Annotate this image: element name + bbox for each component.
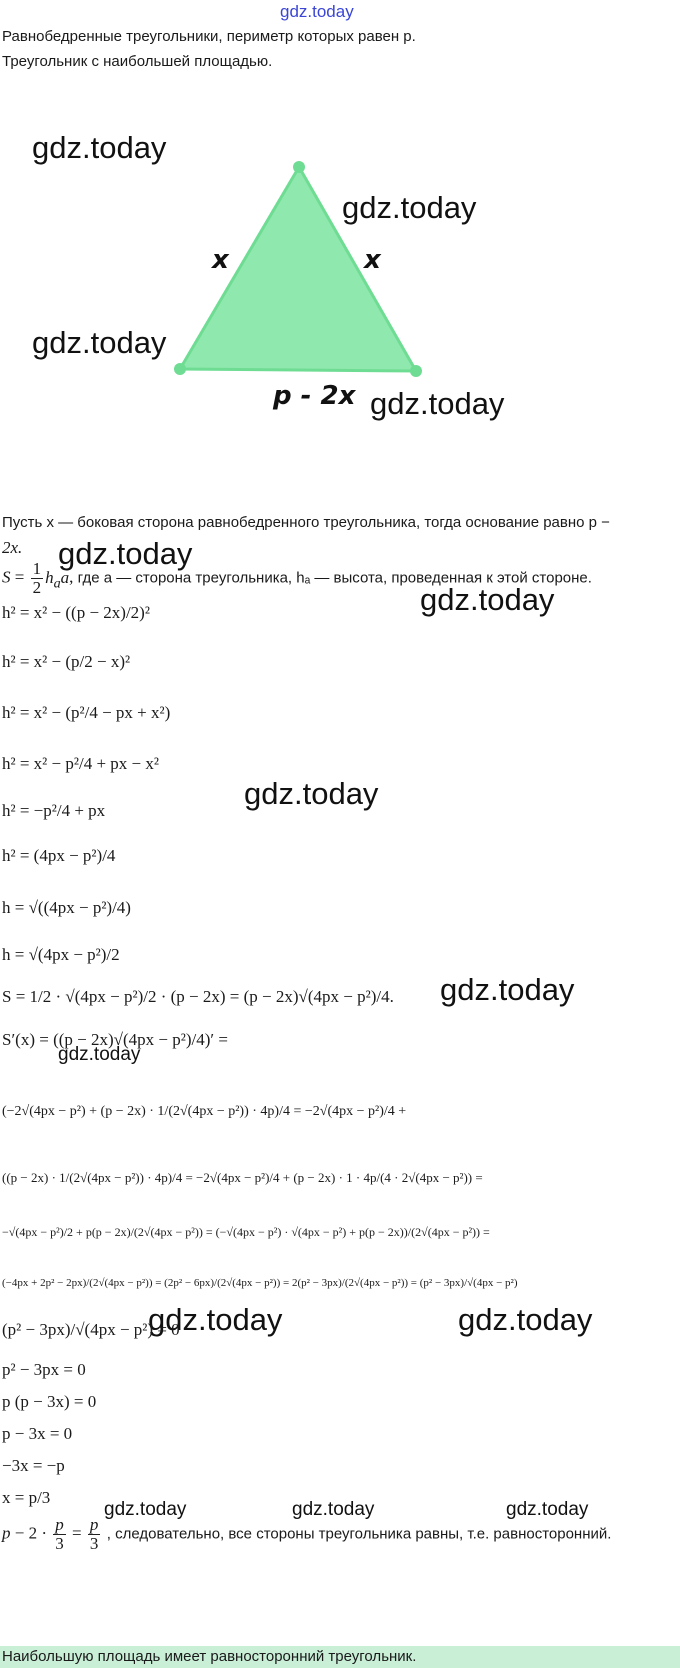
eq-19: −3x = −p [2,1456,65,1475]
eq-9: S = 1/2 · √(4px − p²)/2 · (p − 2x) = (p − 2x)√(4px − p²)/4. [2,987,394,1006]
eq-14: (−4px + 2p² − 2px)/(2√(4px − p²)) = (2p² − 6px)/(2√(4px − p²)) = 2(p² − 3px)/(2√(4px − p²)) = (p² − 3px)/√(4px − p²) [2,1277,518,1289]
eq-4: h² = x² − p²/4 + px − x² [2,754,159,773]
eq-13: −√(4px − p²)/2 + p(p − 2x)/(2√(4px − p²)) = (−√(4px − p²) · √(4px − p²) + p(p − 2x))/(2√(4px − p²)) = [2,1225,490,1239]
eq-5: h² = −p²/4 + px [2,801,106,820]
final-text: , следовательно, все стороны треугольника равны, т.е. равносторонний. [106,1525,612,1543]
watermark: gdz.today [32,325,167,360]
eq-11: (−2√(4px − p²) + (p − 2x) · 1/(2√(4px − p²)) · 4p)/4 = −2√(4px − p²)/4 + [2,1104,407,1119]
eq-7: h = √((4px − p²)/4) [2,898,131,917]
let-line-2: 2x. [2,538,23,557]
base-label: p - 2x [273,381,356,411]
eq-1: h² = x² − ((p − 2x)/2)² [2,603,150,622]
watermark: gdz.today [32,130,167,165]
eq-3: h² = x² − (p²/4 − px + x²) [2,703,171,722]
eq-2: h² = x² − (p/2 − x)² [2,652,131,671]
let-line-1: Пусть x — боковая сторона равнобедренного треугольника, тогда основание равно p − [2,514,610,531]
watermark: gdz.today [148,1302,283,1337]
vertex-top [293,161,305,173]
eq-8: h = √(4px − p²)/2 [2,945,120,964]
watermark: gdz.today [440,972,575,1007]
intro-line-2: Треугольник с наибольшей площадью. [2,53,273,70]
watermark: gdz.today [58,1044,141,1065]
watermark: gdz.today [420,582,555,617]
eq-15: (p² − 3px)/√(4px − p²) = 0 [2,1320,180,1339]
eq-17: p (p − 3x) = 0 [2,1392,97,1411]
side-label-left: x [212,245,229,275]
eq-18: p − 3x = 0 [2,1424,73,1443]
intro-line-1: Равнобедренные треугольники, периметр которых равен p. [2,28,416,45]
vertex-left [174,363,186,375]
watermark: gdz.today [342,190,477,225]
watermark: gdz.today [506,1499,589,1520]
watermark: gdz.today [458,1302,593,1337]
watermark: gdz.today [58,536,193,571]
watermark: gdz.today [370,386,505,421]
site-header-logo[interactable]: gdz.today [280,2,354,21]
eq-12: ((p − 2x) · 1/(2√(4px − p²)) · 4p)/4 = −2√(4px − p²)/4 + (p − 2x) · 1 · 4p/(4 · 2√(4px − p²)) = [2,1170,483,1185]
eq-20: x = p/3 [2,1488,51,1507]
watermark: gdz.today [292,1499,375,1520]
eq-6: h² = (4px − p²)/4 [2,846,116,865]
side-label-right: x [364,245,381,275]
vertex-right [410,365,422,377]
eq-10: S′(x) = ((p − 2x)√(4px − p²)/4)′ = [2,1030,228,1049]
area-def: где a — сторона треугольника, hₐ — высота, проведенная к этой стороне. [77,569,592,587]
watermark: gdz.today [104,1499,187,1520]
conclusion-text: Наибольшую площадь имеет равносторонний треугольник. [2,1648,417,1665]
area-formula-line: S = $\frac{1}{2}$ $h_aa$, где a — сторона треугольника, hₐ — высота, проведенная к этой стороне. [2,559,592,597]
watermark: gdz.today [244,776,379,811]
final-line: p − 2 · $\frac{p}{3}$ = $\frac{p}{3}$ , следовательно, все стороны треугольника равны, т.е. равносторонний. [2,1515,612,1553]
eq-16: p² − 3px = 0 [2,1360,86,1379]
conclusion-bar [0,1646,680,1668]
